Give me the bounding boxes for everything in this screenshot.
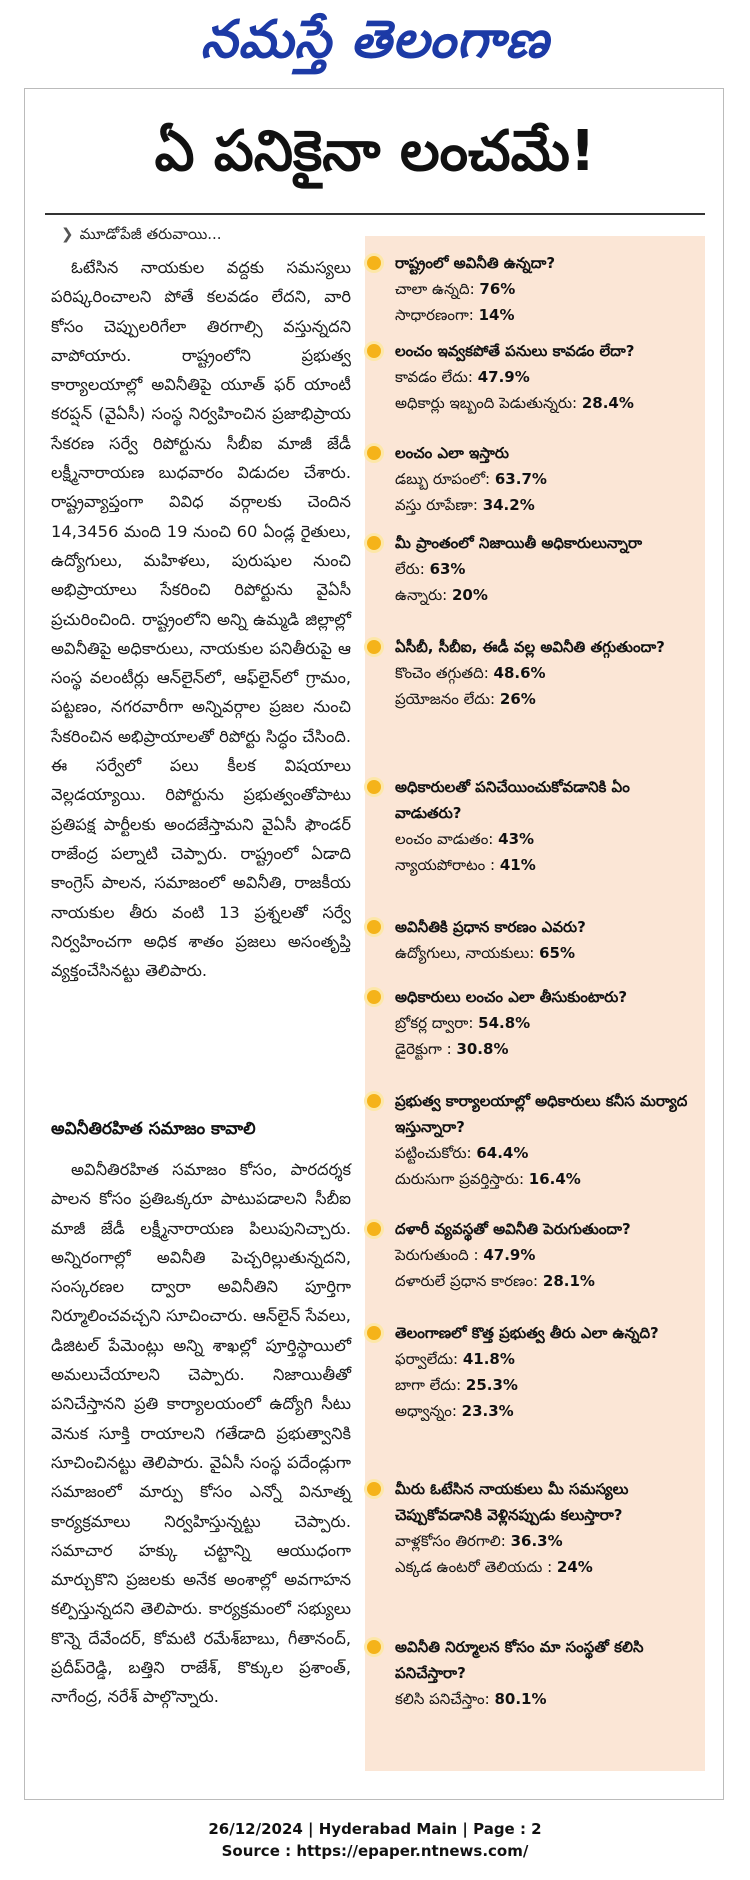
survey-answer: సాధారణంగా: 14% [395, 306, 515, 324]
survey-answer: డబ్బు రూపంలో: 63.7% [395, 470, 547, 488]
bullet-icon [367, 446, 381, 460]
headline-divider [45, 213, 705, 215]
survey-item [365, 440, 705, 518]
survey-item [365, 530, 705, 608]
survey-item [365, 914, 705, 966]
survey-answer: బాగా లేదు: 25.3% [395, 1376, 518, 1394]
survey-answer: డైరెక్టుగా : 30.8% [395, 1040, 509, 1058]
chevron-right-icon: ❯ [61, 225, 74, 243]
footer-edition-info: 26/12/2024 | Hyderabad Main | Page : 2 [208, 1820, 542, 1838]
survey-item [365, 1634, 705, 1712]
bullet-icon [367, 920, 381, 934]
bullet-icon [367, 1326, 381, 1340]
survey-question: లంచం ఎలా ఇస్తారు [395, 444, 509, 462]
bullet-icon [367, 990, 381, 1004]
survey-answer: కావడం లేదు: 47.9% [395, 368, 530, 386]
survey-answer: ఉద్యోగులు, నాయకులు: 65% [395, 944, 576, 962]
survey-answer: అధికార్లు ఇబ్బంది పెడుతున్నరు: 28.4% [395, 394, 634, 412]
survey-answer: ఉన్నారు: 20% [395, 586, 488, 604]
bullet-icon [367, 780, 381, 794]
survey-answer: పట్టించుకోరు: 64.4% [395, 1144, 529, 1162]
survey-answer: వాళ్లకోసం తిరగాలి: 36.3% [395, 1532, 563, 1550]
survey-question: ఏసీబీ, సీబీఐ, ఈడీ వల్ల అవినీతి తగ్గుతుందా? [395, 638, 665, 656]
page-footer [0, 1818, 750, 1862]
newspaper-masthead: నమస్తే తెలంగాణ [200, 10, 550, 70]
survey-question: రాష్ట్రంలో అవినీతి ఉన్నదా? [395, 254, 556, 272]
continuation-note [61, 225, 222, 247]
survey-answer: బ్రోకర్ల ద్వారా: 54.8% [395, 1014, 531, 1032]
bullet-icon [367, 640, 381, 654]
body-paragraph-1: ఓటేసిన నాయకుల వద్దకు సమస్యలు పరిష్కరించాలని పోతే కలవడం లేదని, వారి కోసం చెప్పులరిగేలా తిరగాల్సి వస్తున్నదని వాపోయారు. రాష్ట్రంలోని ప్రభుత్వ కార్యాలయాల్లో అవినీతిపై యూత్ ఫర్ యాంటీ కరప్షన్ (వైఏసీ) సంస్థ నిర్వహించిన ప్రజాభిప్రాయ సేకరణ సర్వే రిపోర్టును సీబీఐ మాజీ జేడీ లక్ష్మీనారాయణ బుధవారం విడుదల చేశారు. రాష్ట్రవ్యాప్తంగా వివిధ వర్గాలకు చెందిన 14,3456 మంది 19 నుంచి 60 ఏండ్ల రైతులు, ఉద్యోగులు, మహిళలు, పురుషుల నుంచి అభిప్రాయాలు సేకరించి రిపోర్టును వైఏసీ ప్రచురించింది. రాష్ట్రంలోని అన్ని ఉమ్మడి జిల్లాల్లో అవినీతిపై అధికారులు, నాయకుల పనితీరుపై ఆ సంస్థ వలంటీర్లు ఆన్‌లైన్‌లో, ఆఫ్‌లైన్‌లో గ్రామం, పట్టణం, నగరవారీగా అన్నివర్గాల ప్రజల నుంచి సేకరించిన అభిప్రాయాలతో రిపోర్టు సిద్ధం చేసింది. ఈ సర్వేలో పలు కీలక విషయాలు వెల్లడయ్యాయి. రిపోర్టును ప్రభుత్వంతోపాటు ప్రతిపక్ష పార్టీలకు అందజేస్తామని వైఏసీ ఫౌండర్ రాజేంద్ర పల్నాటి చెప్పారు. రాష్ట్రంలో ఏడాది కాంగ్రెస్ పాలన, సమాజంలో అవినీతి, రాజకీయ నాయకుల తీరు వంటి 13 ప్రశ్నలతో సర్వే నిర్వహించగా అధిక శాతం ప్రజలు అసంతృప్తి వ్యక్తంచేసినట్టు తెలిపారు. [51, 258, 351, 981]
bullet-icon [367, 1222, 381, 1236]
survey-item [365, 634, 705, 712]
survey-item [365, 1320, 705, 1424]
survey-answer: లేరు: 63% [395, 560, 466, 578]
survey-question: మీరు ఓటేసిన నాయకులు మీ సమస్యలు చెప్పుకోవడానికి వెళ్లినప్పుడు కలుస్తారా? [395, 1480, 629, 1524]
survey-answer: లంచం వాడుతం: 43% [395, 830, 535, 848]
survey-question: మీ ప్రాంతంలో నిజాయితీ అధికారులున్నారా [395, 534, 643, 552]
survey-question: తెలంగాణలో కొత్త ప్రభుత్వ తీరు ఎలా ఉన్నది? [395, 1324, 659, 1342]
survey-item [365, 250, 705, 328]
bullet-icon [367, 1482, 381, 1496]
survey-question: ప్రభుత్వ కార్యాలయాల్లో అధికారులు కనీస మర్యాద ఇస్తున్నారా? [395, 1092, 688, 1136]
continuation-text: మూడోపేజీ తరువాయి... [79, 225, 222, 243]
survey-item [365, 338, 705, 416]
survey-results-panel [365, 236, 705, 1771]
bullet-icon [367, 1640, 381, 1654]
survey-item [365, 1476, 705, 1580]
survey-question: అధికారులతో పనిచేయించుకోవడానికి ఏం వాడుతరు? [395, 778, 630, 822]
bullet-icon [367, 344, 381, 358]
survey-answer: దళారులే ప్రధాన కారణం: 28.1% [395, 1272, 595, 1290]
survey-item [365, 1216, 705, 1294]
survey-answer: అధ్వాన్నం: 23.3% [395, 1402, 514, 1420]
footer-source: Source : https://epaper.ntnews.com/ [221, 1842, 529, 1860]
survey-question: అధికారులు లంచం ఎలా తీసుకుంటారు? [395, 988, 628, 1006]
survey-answer: కలిసి పనిచేస్తాం: 80.1% [395, 1690, 547, 1708]
headline: ఏ పనికైనా లంచమే! [154, 119, 596, 184]
survey-answer: దురుసుగా ప్రవర్తిస్తారు: 16.4% [395, 1170, 581, 1188]
section-subhead: అవినీతిరహిత సమాజం కావాలి [51, 1119, 256, 1139]
survey-question: అవినీతికి ప్రధాన కారణం ఎవరు? [395, 918, 586, 936]
bullet-icon [367, 1094, 381, 1108]
survey-answer: ఎక్కడ ఉంటరో తెలియదు : 24% [395, 1558, 593, 1576]
survey-question: దళారీ వ్యవస్థతో అవినీతి పెరుగుతుందా? [395, 1220, 631, 1238]
survey-item [365, 984, 705, 1062]
survey-answer: పెరుగుతుంది : 47.9% [395, 1246, 536, 1264]
survey-answer: చాలా ఉన్నది: 76% [395, 280, 516, 298]
survey-answer: ఫర్వాలేదు: 41.8% [395, 1350, 515, 1368]
body-paragraph-2: అవినీతిరహిత సమాజం కోసం, పారదర్శక పాలన కోసం ప్రతిఒక్కరూ పాటుపడాలని సీబీఐ మాజీ జేడీ లక్ష్మీనారాయణ పిలుపునిచ్చారు. అన్నిరంగాల్లో అవినీతి పెచ్చరిల్లుతున్నదని, సంస్కరణల ద్వారా అవినీతిని పూర్తిగా నిర్మూలించవచ్చని సూచించారు. ఆన్‌లైన్ సేవలు, డిజిటల్ పేమెంట్లు అన్ని శాఖల్లో పూర్తిస్థాయిలో అమలుచేయాలని చెప్పారు. నిజాయితీతో పనిచేస్తానని ప్రతి కార్యాలయంలో ఉద్యోగి సీటు వెనుక సూక్తి రాయాలని గతేడాది ప్రభుత్వానికి సూచించినట్టు తెలిపారు. వైఏసీ సంస్థ పదేండ్లుగా సమాజంలో మార్పు కోసం ఎన్నో వినూత్న కార్యక్రమాలు నిర్వహిస్తున్నట్టు చెప్పారు. సమాచార హక్కు చట్టాన్ని ఆయుధంగా మార్చుకొని ప్రజలకు అనేక అంశాల్లో అవగాహన కల్పిస్తున్నదని తెలిపారు. కార్యక్రమంలో సభ్యులు కొన్నె దేవేందర్, కోమటి రమేశ్‌బాబు, గీతానంద్, ప్రదీప్‌రెడ్డి, బత్తిని రాజేశ్, కొక్కుల ప్రశాంత్, నాగేంద్ర, నరేశ్ పాల్గొన్నారు. [51, 1160, 351, 1707]
survey-answer: ప్రయోజనం లేదు: 26% [395, 690, 536, 708]
survey-item [365, 774, 705, 878]
survey-question: అవినీతి నిర్మూలన కోసం మా సంస్థతో కలిసి పనిచేస్తారా? [395, 1638, 644, 1682]
survey-question: లంచం ఇవ్వకపోతే పనులు కావడం లేదా? [395, 342, 635, 360]
survey-answer: న్యాయపోరాటం : 41% [395, 856, 536, 874]
article-clipping [24, 88, 724, 1800]
survey-answer: వస్తు రూపేణా: 34.2% [395, 496, 535, 514]
survey-item [365, 1088, 705, 1192]
survey-answer: కొంచెం తగ్గుతది: 48.6% [395, 664, 546, 682]
bullet-icon [367, 256, 381, 270]
bullet-icon [367, 536, 381, 550]
